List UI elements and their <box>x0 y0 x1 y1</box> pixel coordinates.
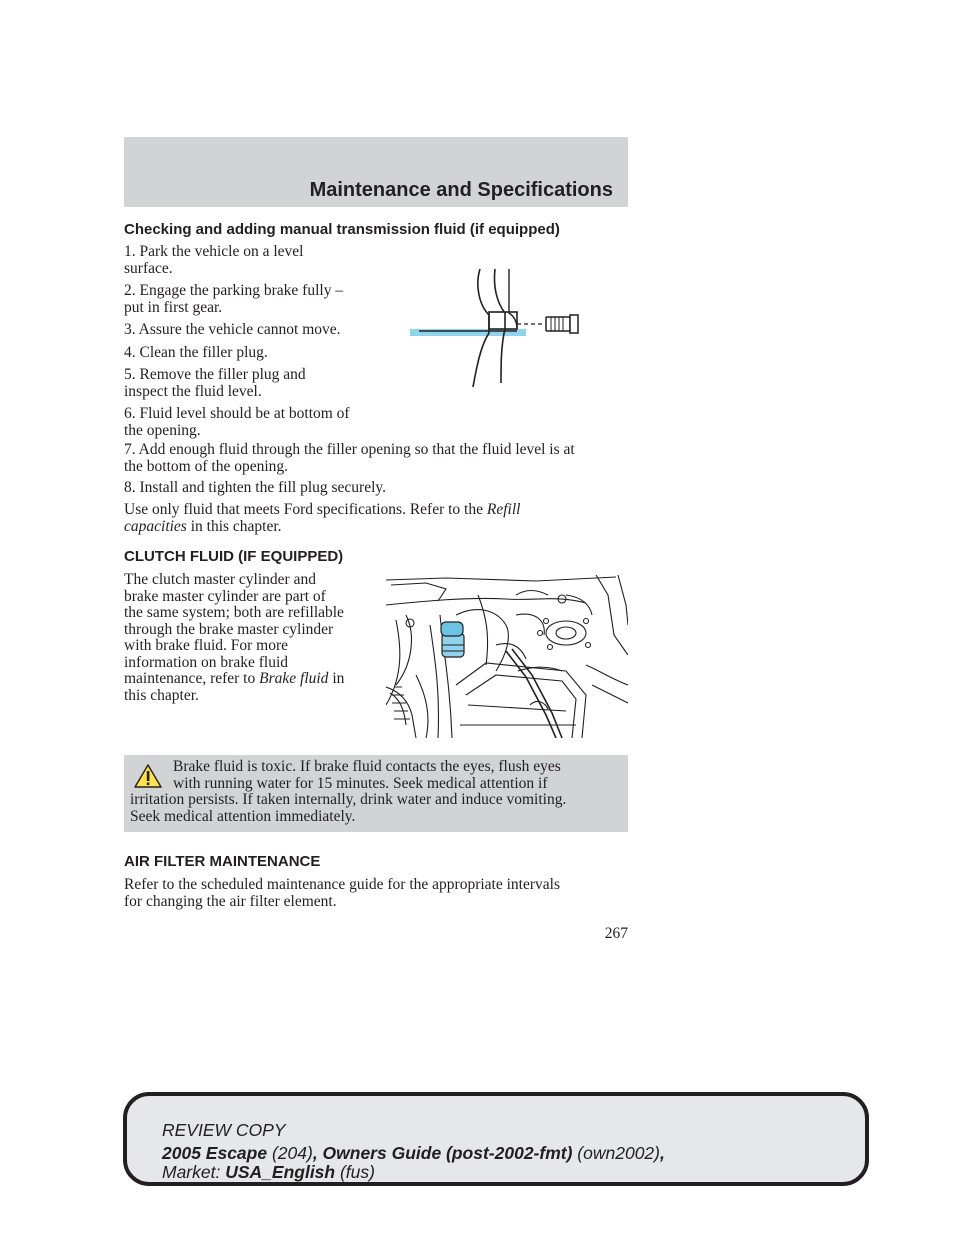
step-6-line-2: the opening. <box>124 421 201 439</box>
case-flange <box>509 269 517 329</box>
step-5-line-1: 5. Remove the filler plug and <box>124 366 306 383</box>
air-filter-paragraph <box>124 877 634 910</box>
page-number: 267 <box>604 925 628 942</box>
step-6-line-1: 6. Fluid level should be at bottom of <box>124 405 350 422</box>
step-8 <box>124 480 624 497</box>
clutch-line-7-text: maintenance, refer to <box>124 670 260 687</box>
air-filter-line-1: Refer to the scheduled maintenance guide for the appropriate intervals <box>124 876 560 893</box>
market-label: Market: <box>162 1162 226 1182</box>
step-7-line-1: 7. Add enough fluid through the filler opening so that the fluid level is at <box>124 441 575 458</box>
steps-list-left <box>124 244 384 277</box>
section-heading-clutch-fluid: CLUTCH FLUID (IF EQUIPPED) <box>124 548 344 565</box>
review-copy-label: REVIEW COPY <box>162 1120 286 1140</box>
step-1-line-1: 1. Park the vehicle on a level <box>124 243 304 260</box>
clutch-line-5: with brake fluid. For more <box>124 637 289 654</box>
step-7-line-2: the bottom of the opening. <box>124 457 289 475</box>
engine-compartment-illustration <box>386 575 628 738</box>
step-7 <box>124 442 634 475</box>
clutch-fluid-paragraph <box>124 572 384 704</box>
footer-line-1 <box>162 1120 286 1140</box>
brake-fluid-ref: Brake fluid <box>259 670 329 687</box>
fluid-spec-note <box>124 502 628 535</box>
clutch-line-3: the same system; both are refillable <box>124 604 344 621</box>
guide-code: (own2002) <box>572 1143 660 1163</box>
warning-triangle-icon <box>133 763 163 789</box>
brake-fluid-reservoir <box>441 622 464 657</box>
clutch-line-6: information on brake fluid <box>124 653 288 671</box>
clutch-line-7-end: in <box>328 670 345 687</box>
footer-line-2 <box>162 1143 665 1163</box>
step-3-line-1: 3. Assure the vehicle cannot move. <box>124 321 341 338</box>
market-value: USA_English <box>225 1162 336 1182</box>
step-1 <box>124 244 384 277</box>
warning-line-4: Seek medical attention immediately. <box>130 807 356 825</box>
footer-comma: , <box>660 1143 665 1163</box>
warning-line-3: irritation persists. If taken internally, drink water and induce vomiting. <box>130 791 567 808</box>
clutch-line-2: brake master cylinder are part of <box>124 587 326 605</box>
step-3 <box>124 322 384 339</box>
chapter-title: Maintenance and Specifications <box>309 179 613 201</box>
step-6 <box>124 406 394 439</box>
transmission-fill-plug-illustration <box>405 265 585 390</box>
step-5 <box>124 367 384 400</box>
step-2-line-2: put in first gear. <box>124 298 223 316</box>
review-copy-footer <box>123 1092 869 1186</box>
refill-capacities-ref-1: Refill <box>486 501 521 518</box>
warning-callout <box>124 755 628 832</box>
section-heading-transmission-fluid: Checking and adding manual transmission fluid (if equipped) <box>124 221 560 238</box>
filler-plug-head <box>570 315 578 333</box>
step-2-line-1: 2. Engage the parking brake fully – <box>124 282 344 299</box>
step-5-line-2: inspect the fluid level. <box>124 382 262 400</box>
footer-line-3 <box>162 1162 375 1182</box>
clutch-line-8: this chapter. <box>124 686 199 704</box>
note-text-2: in this chapter. <box>186 517 282 535</box>
air-filter-line-2: for changing the air filter element. <box>124 892 337 910</box>
clutch-line-4: through the brake master cylinder <box>124 620 334 638</box>
step-1-line-2: surface. <box>124 259 173 277</box>
section-header-band <box>124 137 628 207</box>
guide-name: , Owners Guide (post-2002-fmt) <box>312 1143 573 1163</box>
refill-capacities-ref-2: capacities <box>124 517 187 535</box>
note-text-1: Use only fluid that meets Ford specifications. Refer to the <box>124 501 487 518</box>
case-inner-edge <box>494 269 505 383</box>
step-4 <box>124 345 384 362</box>
section-heading-air-filter: AIR FILTER MAINTENANCE <box>124 853 321 870</box>
filler-opening <box>489 312 517 329</box>
case-outer-edge <box>473 269 489 387</box>
market-code: (fus) <box>335 1162 375 1182</box>
step-2 <box>124 283 384 316</box>
step-4-line-1: 4. Clean the filler plug. <box>124 344 268 361</box>
vehicle-model: 2005 Escape <box>162 1143 268 1163</box>
step-8-line-1: 8. Install and tighten the fill plug securely. <box>124 479 387 496</box>
filler-plug-thread <box>546 317 570 331</box>
warning-line-1: Brake fluid is toxic. If brake fluid contacts the eyes, flush eyes <box>173 758 561 775</box>
warning-line-2: with running water for 15 minutes. Seek medical attention if <box>173 774 548 792</box>
clutch-line-1: The clutch master cylinder and <box>124 571 316 588</box>
vehicle-code: (204) <box>267 1143 313 1163</box>
fluid-level-bar <box>410 329 526 336</box>
